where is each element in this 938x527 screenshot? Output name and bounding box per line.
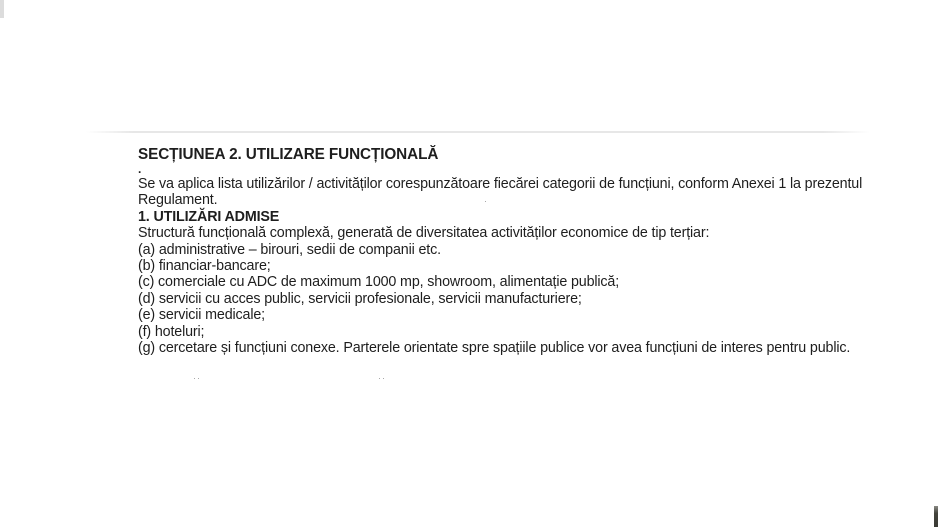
- list-item: (g) cercetare și funcțiuni conexe. Parterele orientate spre spațiile publice vor avea funcțiuni de interes pentru public.: [138, 340, 851, 357]
- section-heading: SECȚIUNEA 2. UTILIZARE FUNCȚIONALĂ: [138, 146, 439, 163]
- scan-artifact: ·: [484, 196, 488, 206]
- scan-artifact: ··: [378, 373, 386, 383]
- document-text-block: [138, 146, 883, 356]
- scan-edge-strip: [0, 0, 4, 18]
- scan-artifact: ··: [193, 373, 201, 383]
- subsection-heading: 1. UTILIZĂRI ADMISE: [138, 208, 280, 225]
- list-item: (f) hoteluri;: [138, 323, 205, 340]
- list-item: (e) servicii medicale;: [138, 307, 265, 324]
- list-item: (b) financiar-bancare;: [138, 258, 271, 275]
- intro-paragraph: Se va aplica lista utilizărilor / activităților corespunzătoare fiecărei categorii de funcțiuni, conform Anexei 1 la prezentul Regulament.: [138, 176, 863, 209]
- scan-corner-mark: [934, 506, 938, 527]
- list-item: (a) administrative – birouri, sedii de companii etc.: [138, 241, 441, 258]
- stray-period: .: [138, 162, 142, 176]
- list-item: (c) comerciale cu ADC de maximum 1000 mp, showroom, alimentație publică;: [138, 274, 620, 291]
- horizontal-rule: [86, 131, 870, 133]
- list-item: (d) servicii cu acces public, servicii profesionale, servicii manufacturiere;: [138, 290, 582, 307]
- body-intro: Structură funcțională complexă, generată de diversitatea activităților economice de tip terțiar:: [138, 225, 710, 242]
